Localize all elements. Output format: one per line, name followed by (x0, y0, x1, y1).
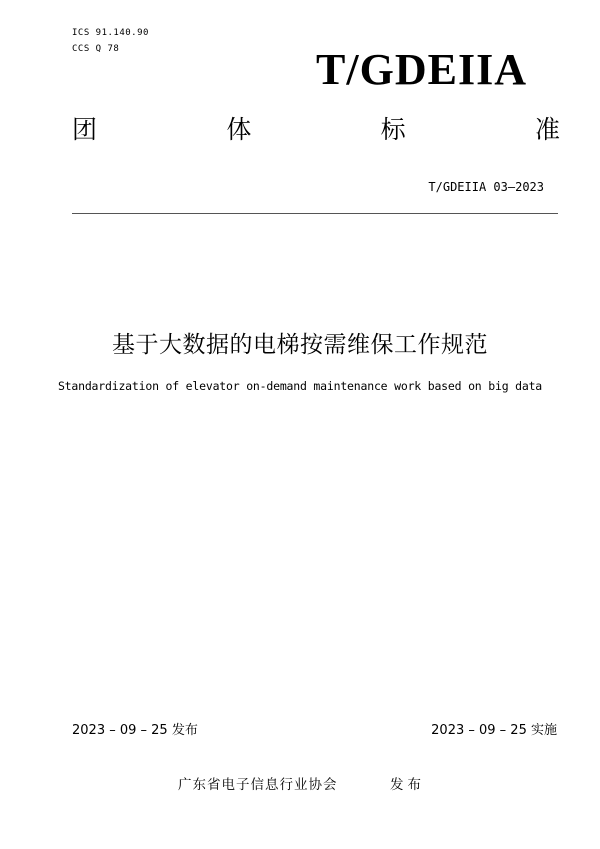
title-chinese: 基于大数据的电梯按需维保工作规范 (112, 332, 488, 358)
ccs-code: CCS Q 78 (72, 44, 120, 54)
organization-code: T/GDEIIA (316, 45, 527, 94)
standard-type-char: 准 (534, 115, 560, 144)
standard-type-char: 团 (72, 115, 98, 144)
standard-type-char: 体 (226, 115, 252, 144)
implementation-date: 2023 – 09 – 25 实施 (431, 723, 557, 738)
standard-type-char: 标 (380, 115, 406, 144)
standard-type (72, 117, 560, 142)
publisher-name: 广东省电子信息行业协会 (178, 777, 338, 793)
title-english: Standardization of elevator on-demand maintenance work based on big data (57, 379, 543, 393)
ics-code: ICS 91.140.90 (72, 28, 149, 38)
header-divider (72, 213, 558, 214)
standard-number: T/GDEIIA 03—2023 (428, 180, 544, 194)
publish-date: 2023 – 09 – 25 发布 (72, 723, 198, 738)
publish-label: 发布 (390, 777, 425, 793)
